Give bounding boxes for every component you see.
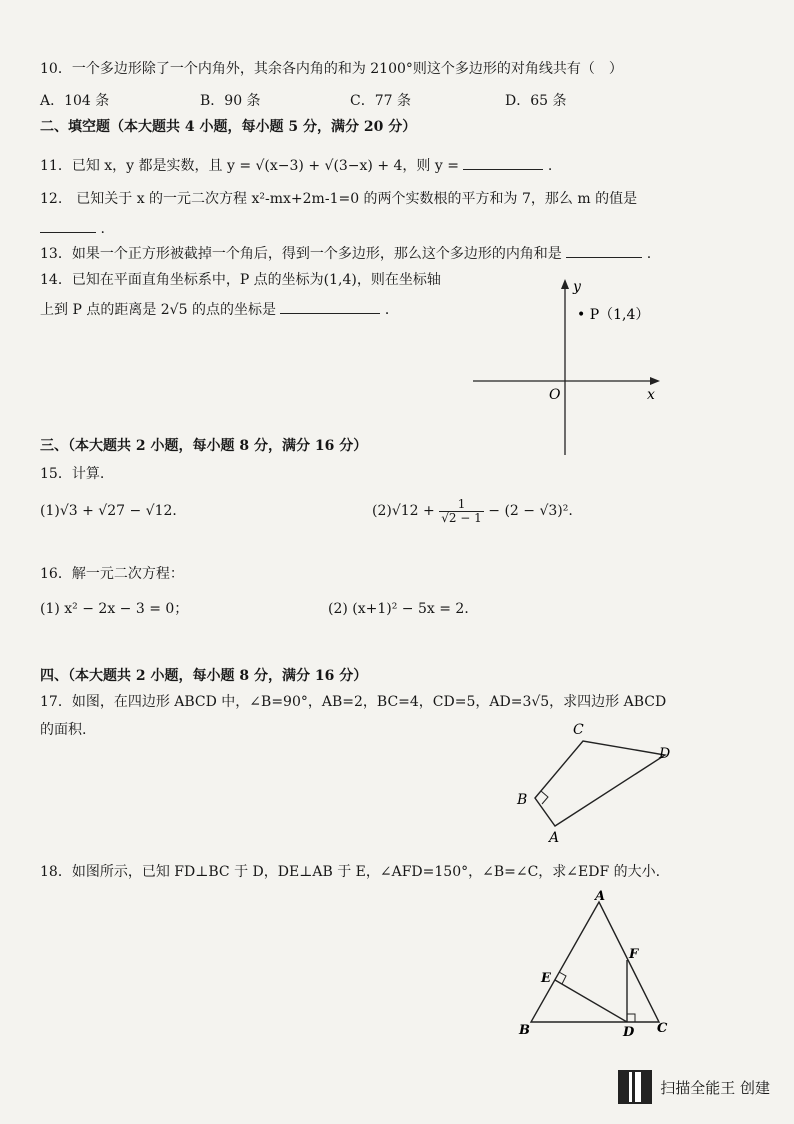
q13-suffix: .	[646, 246, 652, 262]
section-4-heading: 四、（本大题共 2 小题，每小题 8 分，满分 16 分）	[40, 668, 368, 684]
q14-answer-blank[interactable]	[280, 299, 380, 314]
q16-part-1: (1) x² − 2x − 3 = 0；	[40, 601, 189, 617]
fraction-denominator: √2 − 1	[441, 510, 482, 525]
question-15-title: 15．计算.	[40, 466, 105, 482]
question-12: 12. 已知关于 x 的一元二次方程 x²-mx+2m-1=0 的两个实数根的平方和为 7，那么 m 的值是	[40, 191, 638, 207]
q10-option-b: B．90 条	[200, 93, 261, 109]
q11-prefix: 11．已知 x，y 都是实数，且 y = √(x−3) + √(3−x) + 4，则 y =	[40, 158, 459, 174]
vertex-b-label: B	[519, 1023, 530, 1038]
q15-part-2	[372, 496, 573, 526]
right-angle-mark-b	[541, 791, 548, 804]
q15-part-1: (1)√3 + √27 − √12．	[40, 503, 187, 519]
vertex-e-label: E	[541, 971, 551, 986]
qr-code-icon	[618, 1070, 652, 1104]
vertex-c-label: C	[573, 722, 584, 738]
vertex-a-label: A	[595, 889, 606, 904]
q14-coordinate-figure	[465, 275, 665, 460]
q15-fraction	[439, 498, 484, 525]
q12-answer-line	[40, 218, 105, 238]
q13-answer-blank[interactable]	[566, 243, 642, 258]
y-axis-arrow-icon	[561, 279, 569, 289]
q14-suffix: ．	[384, 302, 399, 318]
vertex-d-label: D	[659, 746, 671, 762]
point-p-label: • P（1,4）	[577, 307, 650, 323]
section-3-heading: 三、（本大题共 2 小题，每小题 8 分，满分 16 分）	[40, 438, 368, 454]
fraction-numerator: 1	[439, 498, 484, 512]
q18-triangle-figure	[515, 888, 675, 1038]
vertex-d-label: D	[623, 1025, 635, 1038]
quadrilateral-abcd	[535, 741, 665, 826]
question-10: 10．一个多边形除了一个内角外，其余各内角的和为 2100°则这个多边形的对角线共有（ ）	[40, 61, 623, 77]
question-13	[40, 243, 651, 263]
origin-label: O	[549, 387, 561, 403]
question-14-line2	[40, 299, 399, 319]
q11-answer-blank[interactable]	[463, 155, 543, 170]
q12-answer-blank[interactable]	[40, 218, 96, 233]
q10-option-d: D．65 条	[505, 93, 567, 109]
q10-option-c: C．77 条	[350, 93, 411, 109]
q16-part-2: (2) (x+1)² − 5x = 2．	[328, 601, 479, 617]
question-17-line2: 的面积.	[40, 722, 87, 738]
question-18: 18．如图所示，已知 FD⊥BC 于 D，DE⊥AB 于 E，∠AFD=150°，∠B=∠C，求∠EDF 的大小.	[40, 864, 661, 880]
q11-suffix: .	[547, 158, 553, 174]
question-16-title: 16．解一元二次方程：	[40, 566, 184, 582]
x-axis-label: x	[647, 387, 655, 403]
scanner-watermark	[618, 1070, 770, 1104]
x-axis-arrow-icon	[650, 377, 660, 385]
vertex-f-label: F	[629, 947, 639, 962]
q17-quadrilateral-figure	[505, 718, 690, 848]
vertex-a-label: A	[549, 830, 560, 846]
question-11	[40, 155, 552, 175]
q15-part2-a: (2)√12 +	[372, 503, 440, 519]
segment-de	[555, 980, 627, 1022]
q10-option-a: A．104 条	[40, 93, 110, 109]
vertex-c-label: C	[657, 1021, 668, 1036]
y-axis-label: y	[573, 279, 581, 295]
vertex-b-label: B	[517, 792, 528, 808]
right-angle-mark-d	[627, 1014, 635, 1022]
q13-text: 13．如果一个正方形被截掉一个角后，得到一个多边形，那么这个多边形的内角和是	[40, 246, 562, 262]
q12-suffix: .	[100, 221, 105, 237]
q14-line2-text: 上到 P 点的距离是 2√5 的点的坐标是	[40, 302, 276, 318]
watermark-text: 扫描全能王 创建	[660, 1078, 770, 1097]
q15-part2-b: − (2 − √3)².	[488, 503, 573, 519]
section-2-heading: 二、填空题（本大题共 4 小题，每小题 5 分，满分 20 分）	[40, 119, 417, 135]
question-14-line1: 14．已知在平面直角坐标系中，P 点的坐标为(1,4)，则在坐标轴	[40, 272, 441, 288]
question-17-line1: 17．如图，在四边形 ABCD 中，∠B=90°，AB=2，BC=4，CD=5，AD=3√5，求四边形 ABCD	[40, 694, 667, 710]
